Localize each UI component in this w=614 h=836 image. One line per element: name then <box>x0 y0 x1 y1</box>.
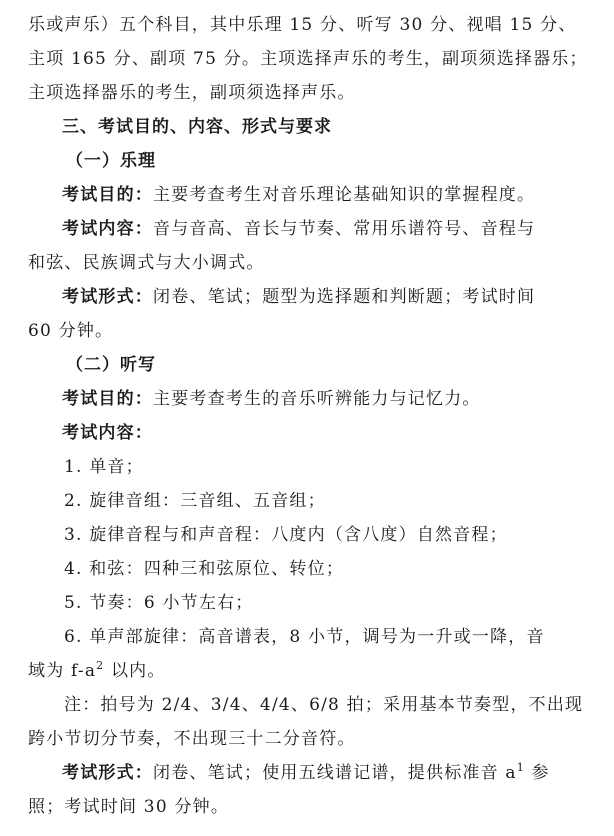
list-item-2: 2. 旋律音组：三音组、五音组； <box>64 491 326 511</box>
part1-purpose <box>62 184 535 206</box>
range-prefix: 域为 f-a <box>28 661 97 681</box>
part1-form-text: 闭卷、笔试；题型为选择题和判断题；考试时间 <box>153 287 536 307</box>
part2-form <box>62 762 550 784</box>
intro-line-1: 乐或声乐）五个科目，其中乐理 15 分、听写 30 分、视唱 15 分、 <box>28 15 577 35</box>
part1-form-line-2: 60 分钟。 <box>28 321 114 341</box>
part1-form <box>62 286 535 308</box>
part1-purpose-text: 主要考查考生对音乐理论基础知识的掌握程度。 <box>153 185 536 205</box>
section-heading: 三、考试目的、内容、形式与要求 <box>62 117 332 137</box>
list-item-6-line-2 <box>28 660 166 682</box>
pitch-superscript: 1 <box>516 761 525 774</box>
list-item-6: 6. 单声部旋律：高音谱表，8 小节，调号为一升或一降，音 <box>64 627 545 647</box>
note-line-1: 注：拍号为 2/4、3/4、4/4、6/8 拍；采用基本节奏型，不出现 <box>64 695 584 715</box>
list-item-1: 1. 单音； <box>64 457 144 477</box>
part2-purpose-text: 主要考查考生的音乐听辨能力与记忆力。 <box>153 389 481 409</box>
note-line-2: 跨小节切分节奏，不出现三十二分音符。 <box>28 729 356 749</box>
part2-form-text-suffix: 参 <box>524 763 550 783</box>
part2-form-text: 闭卷、笔试；使用五线谱记谱，提供标准音 a <box>153 763 517 783</box>
part1-purpose-label: 考试目的： <box>62 185 153 205</box>
part1-content-text: 音与音高、音长与节奏、常用乐谱符号、音程与 <box>153 219 536 239</box>
intro-line-3: 主项选择器乐的考生，副项须选择声乐。 <box>28 83 356 103</box>
part2-purpose-label: 考试目的： <box>62 389 153 409</box>
intro-line-2: 主项 165 分、副项 75 分。主项选择声乐的考生，副项须选择器乐； <box>28 49 588 69</box>
part2-purpose <box>62 388 481 410</box>
part1-form-label: 考试形式： <box>62 287 153 307</box>
part2-form-line-2: 照；考试时间 30 分钟。 <box>28 797 230 817</box>
list-item-3: 3. 旋律音程与和声音程：八度内（含八度）自然音程； <box>64 525 508 545</box>
part1-title: （一）乐理 <box>66 151 156 171</box>
part2-title: （二）听写 <box>66 355 156 375</box>
part1-content-label: 考试内容： <box>62 219 153 239</box>
part1-content-line-2: 和弦、民族调式与大小调式。 <box>28 253 265 273</box>
range-suffix: 以内。 <box>104 661 166 681</box>
list-item-5: 5. 节奏：6 小节左右； <box>64 593 254 613</box>
list-item-4: 4. 和弦：四种三和弦原位、转位； <box>64 559 345 579</box>
range-superscript: 2 <box>96 659 105 672</box>
part2-content-label: 考试内容： <box>62 423 153 443</box>
part1-content <box>62 218 535 240</box>
part2-form-label: 考试形式： <box>62 763 153 783</box>
